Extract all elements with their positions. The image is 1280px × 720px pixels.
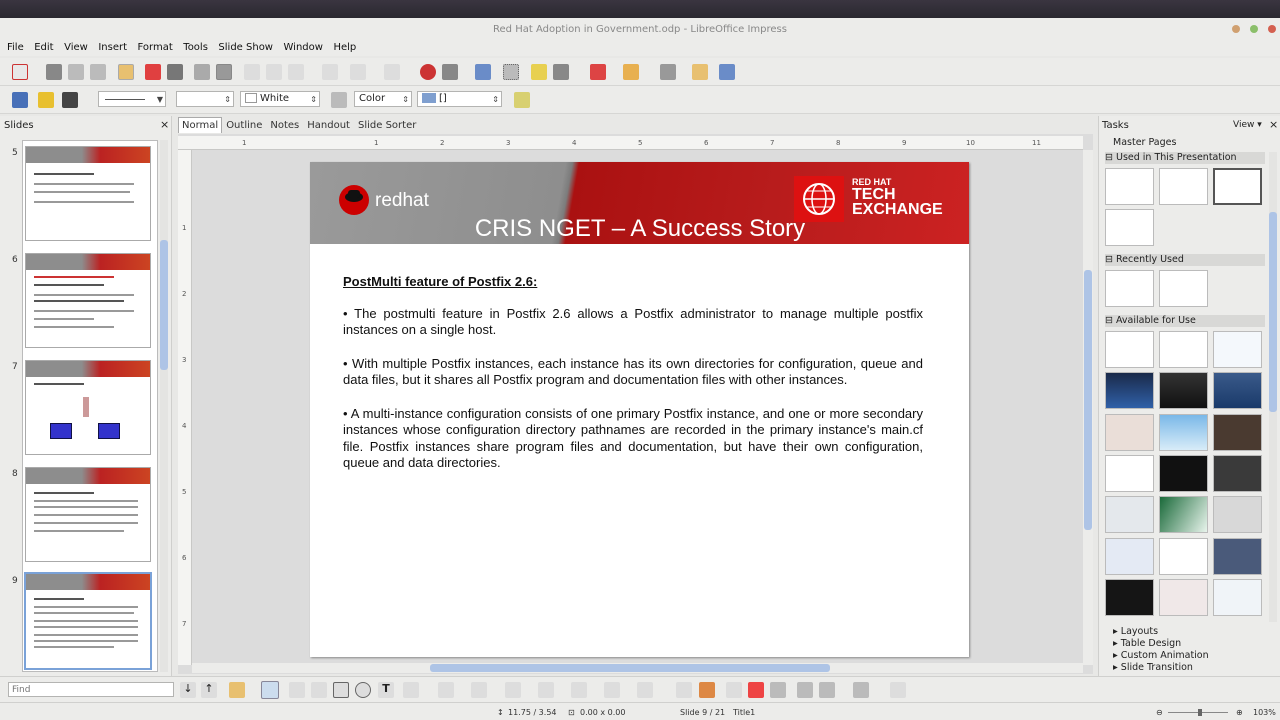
recently-used-section[interactable]: ⊟ Recently Used [1105,254,1265,266]
master-page-thumbnail[interactable] [1105,455,1154,492]
chart-icon[interactable] [420,64,436,80]
line-fill-toolbar [0,86,1280,114]
master-page-thumbnail[interactable] [1159,168,1208,205]
line-width-field[interactable]: ⇕ [176,91,234,107]
badge-line-1: RED HAT [852,177,892,187]
close-slides-panel-icon[interactable]: × [160,118,170,131]
master-page-thumbnail[interactable] [1159,455,1208,492]
master-page-thumbnail[interactable] [1213,538,1262,575]
edit-mode-icon[interactable] [118,64,134,80]
master-page-thumbnail[interactable] [1105,496,1154,533]
object-size: 0.00 x 0.00 [580,708,626,717]
view-tabs [178,117,420,134]
menu-file[interactable]: File [7,42,24,53]
arrow-line-icon[interactable] [311,682,327,698]
recently-used-label: Recently Used [1115,254,1184,265]
slide-bullet-1: • The postmulti feature in Postfix 2.6 allows a Postfix administrator to manage multiple postfix instances on a single host. [343,305,923,337]
glue-points-icon[interactable] [699,682,715,698]
copy-icon[interactable] [266,64,282,80]
ruler-mark: 4 [182,422,187,430]
master-page-thumbnail[interactable] [1105,270,1154,307]
extrusion-icon[interactable] [890,682,906,698]
paste-icon[interactable] [288,64,304,80]
size-icon: ⊡ [568,708,575,717]
ruler-mark: 6 [704,139,709,147]
tasks-panel [1098,116,1280,676]
menu-format[interactable]: Format [137,42,173,53]
slide-heading: PostMulti feature of Postfix 2.6: [343,274,538,289]
close-tasks-panel-icon[interactable]: × [1269,118,1279,131]
select-arrow-icon[interactable] [261,681,279,699]
vertical-ruler[interactable] [178,150,192,665]
master-page-thumbnail[interactable] [1159,331,1208,368]
tasks-view-label: View [1233,120,1255,130]
ruler-mark: 11 [1032,139,1041,147]
master-slide-icon[interactable] [692,64,708,80]
tasks-panel-title: Tasks [1102,120,1129,131]
redhat-logo-icon [338,184,370,219]
ruler-mark: 5 [182,488,187,496]
master-page-thumbnail[interactable] [1213,168,1262,205]
callouts-icon[interactable] [604,682,620,698]
master-page-thumbnail[interactable] [1213,579,1262,616]
available-for-use-section[interactable]: ⊟ Available for Use [1105,315,1265,327]
line-color-select[interactable]: White ⇕ [240,91,320,107]
cut-icon[interactable] [244,64,260,80]
ruler-mark: 4 [572,139,577,147]
slide-number: 7 [12,362,18,372]
zoom-icon[interactable] [553,64,569,80]
menu-bar [0,40,1280,56]
rectangle-icon[interactable] [333,682,349,698]
horizontal-ruler[interactable] [178,136,1083,150]
ruler-mark: 2 [182,290,187,298]
ruler-mark: 6 [182,554,187,562]
master-page-thumbnail[interactable] [1159,538,1208,575]
master-page-thumbnail[interactable] [1105,209,1154,246]
area-style-select[interactable]: Color ⇕ [354,91,412,107]
display-views-icon[interactable] [660,64,676,80]
custom-animation-label: Custom Animation [1120,650,1209,661]
master-page-thumbnail[interactable] [1159,579,1208,616]
window-title: Red Hat Adoption in Government.odp - LibreOffice Impress [493,24,787,35]
save-icon[interactable] [68,64,84,80]
slide-number: 5 [12,148,18,158]
tasks-scrollbar[interactable] [1269,152,1277,622]
ruler-mark: 10 [966,139,975,147]
slide-thumbnail-7[interactable] [25,360,151,455]
ruler-mark: 7 [182,620,187,628]
master-page-thumbnail[interactable] [1213,331,1262,368]
line-tool-icon[interactable] [289,682,305,698]
spellcheck-icon[interactable] [194,64,210,80]
table-design-section[interactable]: ▸ Table Design [1113,638,1182,649]
ruler-mark: 1 [182,224,187,232]
curve-icon[interactable] [403,682,419,698]
master-name: Title1 [733,708,756,717]
ruler-mark: 7 [770,139,775,147]
find-previous-icon[interactable]: ↑ [201,682,217,698]
position-icon: ↕ [497,708,504,717]
helplines-icon[interactable] [531,64,547,80]
ellipse-icon[interactable] [355,682,371,698]
menu-tools[interactable]: Tools [183,42,208,53]
table-design-label: Table Design [1120,638,1182,649]
shadow-icon[interactable] [514,92,530,108]
zoom-level[interactable]: 103% [1253,708,1276,717]
slide-number: 8 [12,469,18,479]
zoom-in-icon[interactable]: ⊕ [1236,708,1243,717]
slide-counter: Slide 9 / 21 [680,708,726,717]
ruler-mark: 1 [242,139,247,147]
slides-scrollbar[interactable] [160,140,168,672]
area-icon[interactable] [331,92,347,108]
autospell-icon[interactable] [216,64,232,80]
cursor-position: 11.75 / 3.54 [508,708,557,717]
ruler-mark: 3 [506,139,511,147]
tab-handout[interactable]: Handout [307,120,350,131]
slide-thumbnail-6[interactable] [25,253,151,348]
master-page-thumbnail[interactable] [1213,414,1262,451]
find-replace-icon[interactable] [229,682,245,698]
arrange-icon[interactable] [853,682,869,698]
align-icon[interactable] [819,682,835,698]
slide-body-textbox[interactable] [343,274,923,489]
movie-icon[interactable] [475,64,491,80]
menu-view[interactable]: View [64,42,88,53]
ruler-mark: 2 [440,139,445,147]
export-pdf-icon[interactable] [145,64,161,80]
stars-icon[interactable] [637,682,653,698]
text-tool-icon[interactable]: T [378,682,394,698]
standard-toolbar [0,58,1280,86]
ruler-mark: 3 [182,356,187,364]
master-page-thumbnail[interactable] [1213,496,1262,533]
grid-icon[interactable] [503,64,519,80]
rotate-icon[interactable] [797,682,813,698]
ruler-mark: 9 [902,139,907,147]
zoom-out-icon[interactable]: ⊖ [1156,708,1163,717]
master-page-thumbnail[interactable] [1159,270,1208,307]
redhat-logo-text: redhat [375,190,429,211]
badge-lines [852,187,943,217]
tab-normal[interactable]: Normal [178,117,222,133]
slides-panel-title: Slides [4,120,34,131]
master-page-thumbnail[interactable] [1105,538,1154,575]
editor-vertical-scrollbar[interactable] [1083,150,1093,665]
menu-insert[interactable]: Insert [98,42,128,53]
block-arrows-icon[interactable] [538,682,554,698]
menu-help[interactable]: Help [333,42,357,53]
master-page-thumbnail[interactable] [1105,372,1154,409]
connector-icon[interactable] [438,682,454,698]
find-input[interactable] [8,682,174,697]
slide-thumbnail-9[interactable] [24,572,152,670]
slide-layout-icon[interactable] [719,64,735,80]
close-button[interactable] [1268,25,1276,33]
ruler-mark: 8 [836,139,841,147]
slideshow-icon[interactable] [590,64,606,80]
master-page-thumbnail[interactable] [1159,414,1208,451]
line-ends-icon[interactable] [62,92,78,108]
available-for-use-label: Available for Use [1115,315,1196,326]
slide-thumbnail-8[interactable] [25,467,151,562]
style-icon[interactable] [12,92,28,108]
slide-canvas[interactable] [310,162,969,657]
master-page-thumbnail[interactable] [1213,455,1262,492]
master-page-thumbnail[interactable] [1159,372,1208,409]
email-icon[interactable] [90,64,106,80]
open-icon[interactable] [46,64,62,80]
menu-edit[interactable]: Edit [34,42,54,53]
object-style-icon[interactable] [38,92,54,108]
master-page-thumbnail[interactable] [1105,579,1154,616]
new-icon[interactable] [12,64,28,80]
ruler-mark: 1 [374,139,379,147]
area-fill-select[interactable]: [] ⇕ [417,91,502,107]
tasks-view-menu[interactable]: View ▾ [1233,120,1262,130]
ruler-mark: 5 [638,139,643,147]
editor-horizontal-scrollbar[interactable] [192,663,1083,673]
master-pages-header[interactable]: Master Pages [1113,137,1177,148]
tab-slide-sorter[interactable]: Slide Sorter [357,120,417,131]
basic-shapes-icon[interactable] [471,682,487,698]
drawing-toolbar [0,676,1280,702]
master-page-thumbnail[interactable] [1105,331,1154,368]
badge-line-3: EXCHANGE [852,201,943,218]
gallery-icon[interactable] [770,682,786,698]
table-icon[interactable] [442,64,458,80]
tab-outline[interactable]: Outline [226,120,263,131]
symbol-shapes-icon[interactable] [505,682,521,698]
slide-number: 6 [12,255,18,265]
line-style-select[interactable]: ▼ [98,91,166,107]
master-page-thumbnail[interactable] [1105,168,1154,205]
fontwork-icon[interactable] [726,682,742,698]
zoom-slider[interactable] [1168,712,1228,713]
print-icon[interactable] [167,64,183,80]
menu-slide-show[interactable]: Slide Show [218,42,273,53]
master-page-thumbnail[interactable] [1105,414,1154,451]
master-page-thumbnail[interactable] [1159,496,1208,533]
redo-icon[interactable] [384,64,400,80]
undo-icon[interactable] [350,64,366,80]
navigator-icon[interactable] [623,64,639,80]
menu-window[interactable]: Window [283,42,323,53]
custom-animation-section[interactable]: ▸ Custom Animation [1113,650,1209,661]
slide-transition-section[interactable]: ▸ Slide Transition [1113,662,1193,673]
master-page-thumbnail[interactable] [1213,372,1262,409]
clone-icon[interactable] [322,64,338,80]
slide-title[interactable]: CRIS NGET – A Success Story [474,215,806,242]
insert-image-icon[interactable] [748,682,764,698]
slides-panel [0,116,172,676]
points-icon[interactable] [676,682,692,698]
maximize-button[interactable] [1250,25,1258,33]
slide-bullet-3: • A multi-instance configuration consists of one primary Postfix instance, and one or more secondary instances whose configuration directory pathnames are recorded in the primary instance's main.cf file. Postfix instances share program files and documentation, but have their own configuration, queue and data directories. [343,405,923,470]
slide-number: 9 [12,576,18,586]
slide-transition-label: Slide Transition [1120,662,1193,673]
minimize-button[interactable] [1232,25,1240,33]
tab-notes[interactable]: Notes [270,120,300,131]
used-in-presentation-label: Used in This Presentation [1115,152,1237,163]
layouts-section[interactable]: ▸ Layouts [1113,626,1159,637]
find-next-icon[interactable]: ↓ [180,682,196,698]
flowchart-icon[interactable] [571,682,587,698]
used-in-presentation-section[interactable]: ⊟ Used in This Presentation [1105,152,1265,164]
slide-thumbnail-5[interactable] [25,146,151,241]
slide-bullet-2: • With multiple Postfix instances, each instance has its own directories for configuration, queue and data files, but it shares all Postfix program and documentation files with other instances. [343,355,923,387]
layouts-label: Layouts [1120,626,1159,637]
badge-line-2: TECH [852,186,896,203]
status-bar [0,702,1280,720]
